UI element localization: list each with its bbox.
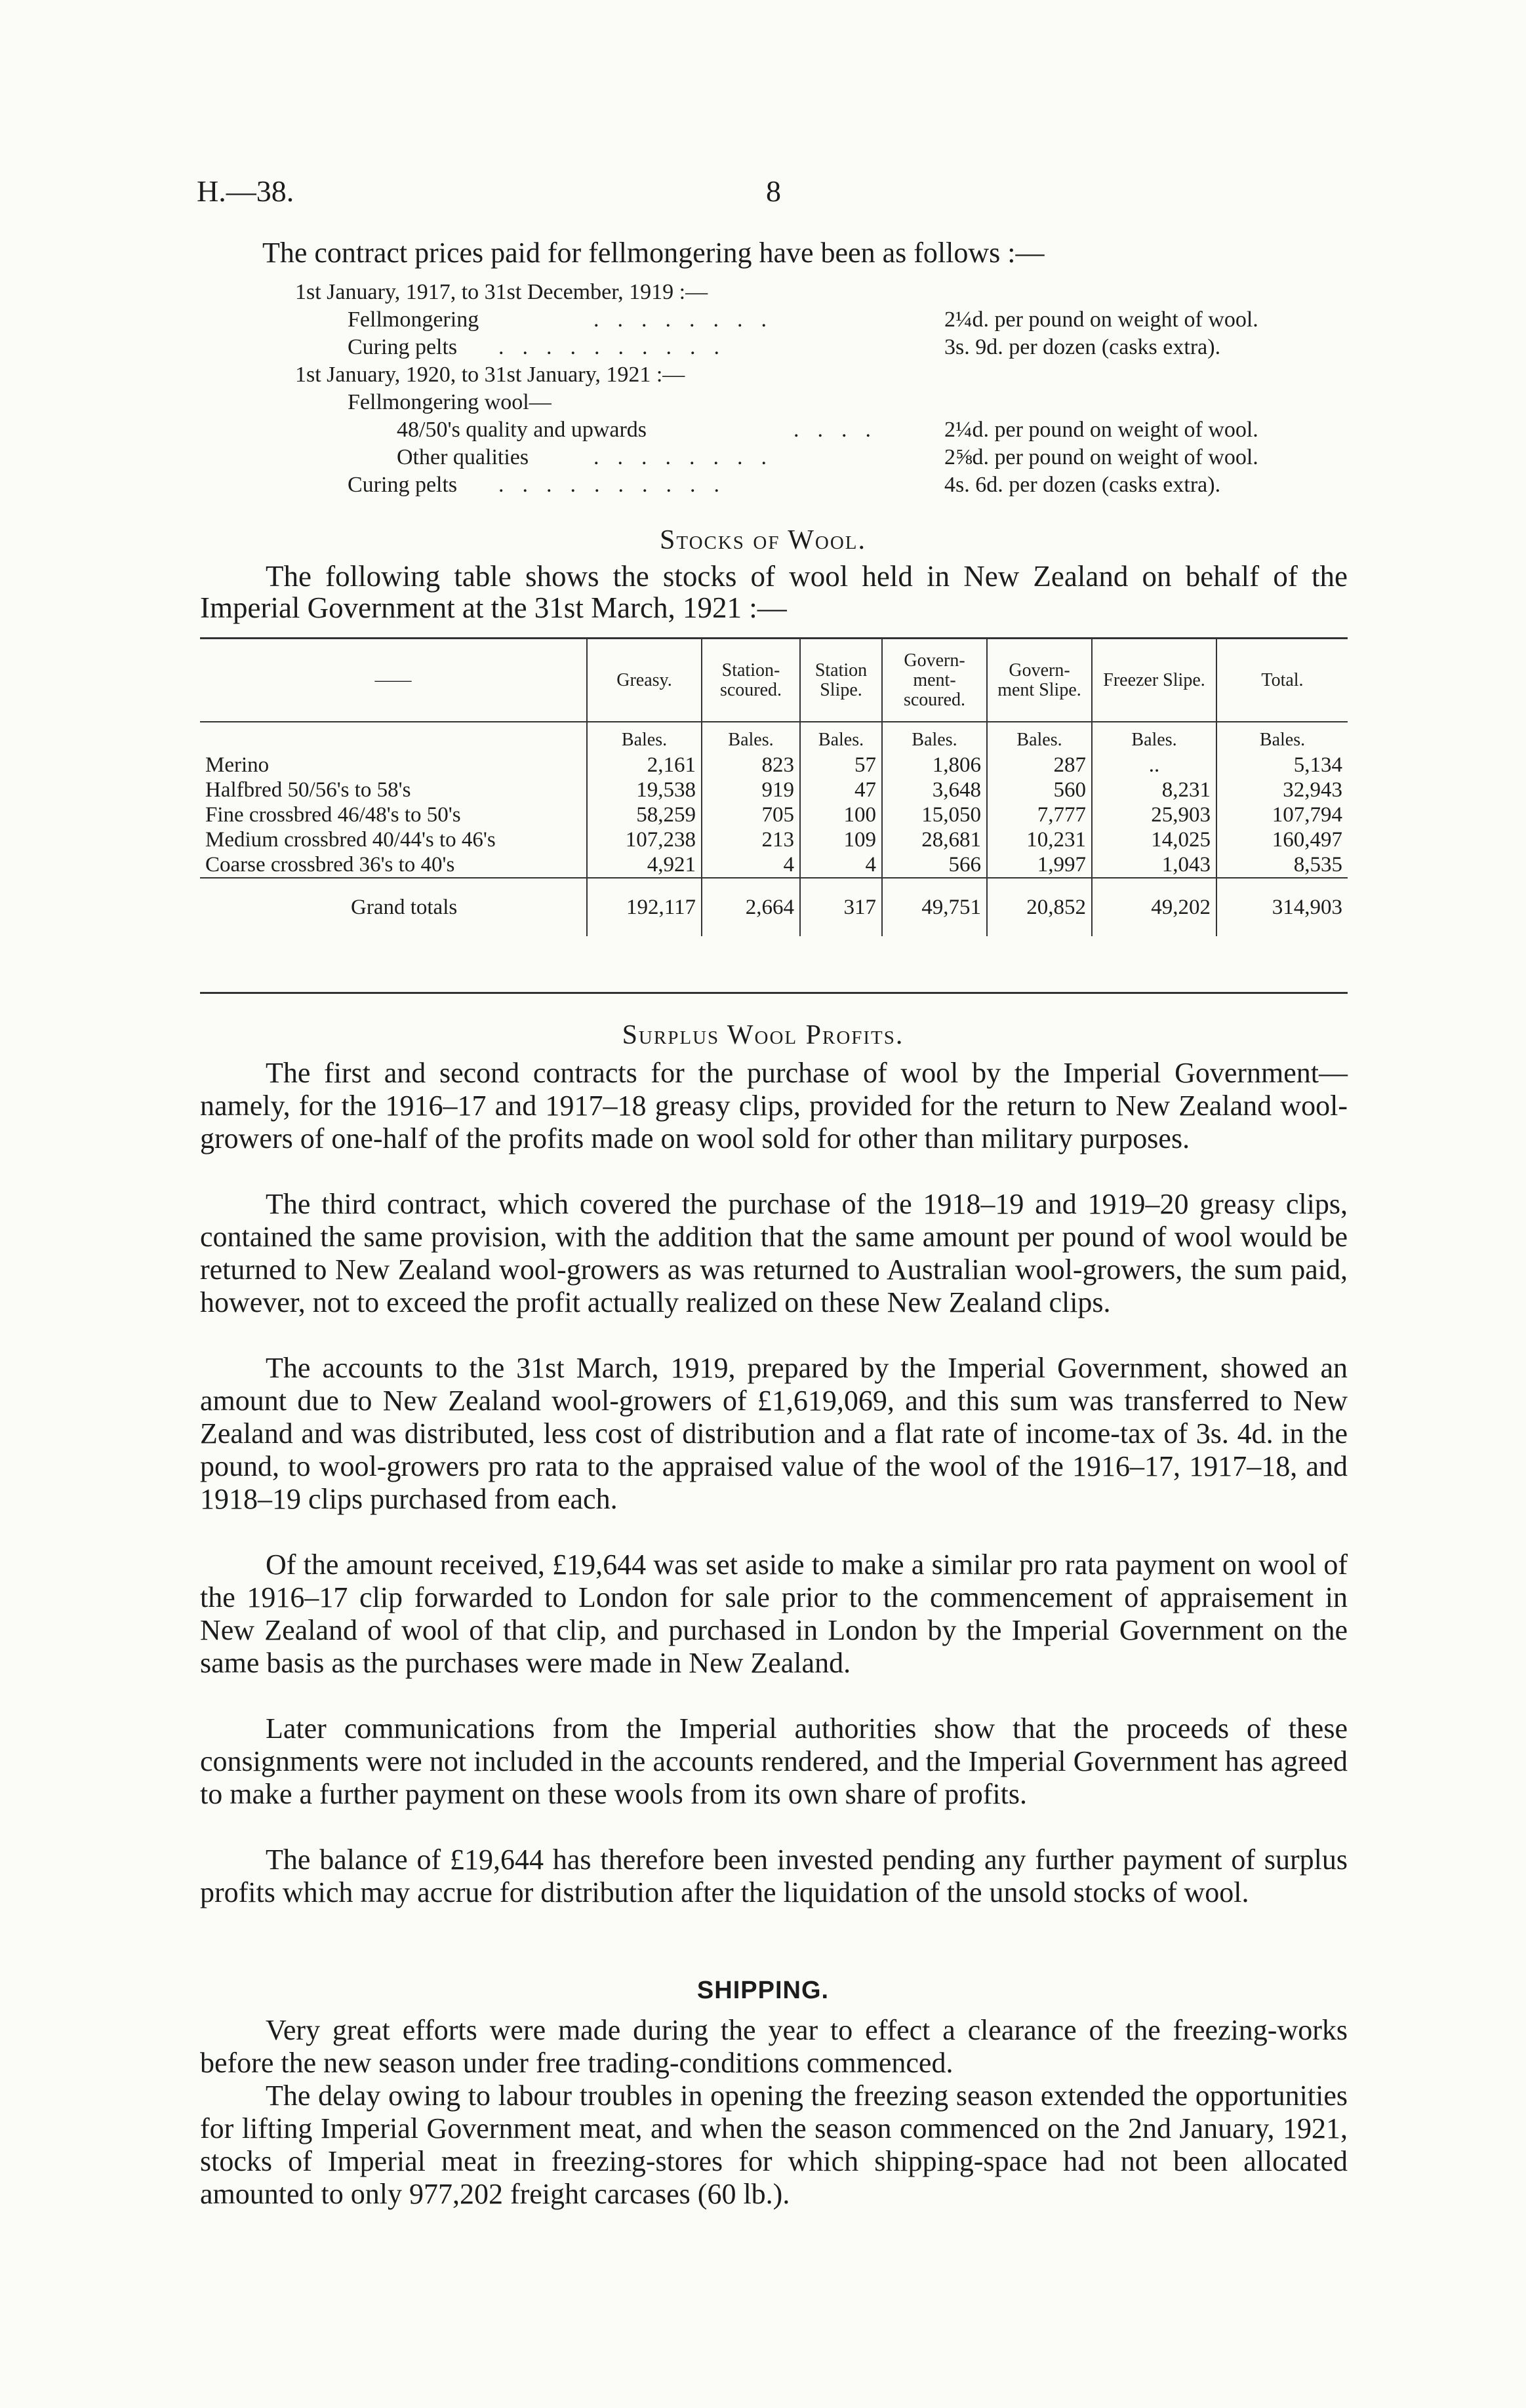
period-2-quality-1-value: 2¼d. per pound on weight of wool. [944, 418, 1258, 442]
surplus-heading: Surplus Wool Profits. [622, 1020, 904, 1050]
table-blank-header: —— [200, 639, 587, 722]
table-cell: 19,538 [587, 778, 702, 802]
period-1-curing-pelts-label: Curing pelts [348, 335, 458, 359]
table-cell: 287 [987, 753, 1092, 778]
table-cell: 1,997 [987, 852, 1092, 878]
table-cell: 3,648 [882, 778, 987, 802]
period-2-wool-label: Fellmongering wool— [348, 390, 552, 414]
units-row [200, 722, 1348, 753]
table-cell: 4 [800, 852, 882, 878]
period-1-fellmongering-value: 2¼d. per pound on weight of wool. [944, 307, 1258, 332]
table-cell: 57 [800, 753, 882, 778]
total-cell: 49,751 [882, 878, 987, 936]
table-row [200, 827, 1348, 852]
table-cell: 28,681 [882, 827, 987, 852]
table-cell: 32,943 [1216, 778, 1348, 802]
period-2-quality-1-label: 48/50's quality and upwards [397, 418, 647, 442]
total-cell: 49,202 [1092, 878, 1216, 936]
unit-label: Bales. [800, 722, 882, 753]
table-cell: 47 [800, 778, 882, 802]
table-cell: 15,050 [882, 802, 987, 827]
period-1-curing-pelts-value: 3s. 9d. per dozen (casks extra). [944, 335, 1221, 359]
table-cell: 1,806 [882, 753, 987, 778]
table-cell: 8,231 [1092, 778, 1216, 802]
total-cell: 192,117 [587, 878, 702, 936]
shipping-paragraph-1: Very great efforts were made during the year to effect a clearance of the freezing-works before the new season under free trading-conditions commenced. [200, 2014, 1348, 2079]
total-cell: 2,664 [702, 878, 800, 936]
table-cell: 8,535 [1216, 852, 1348, 878]
total-cell: 314,903 [1216, 878, 1348, 936]
grand-total-label: Grand totals [200, 878, 587, 936]
unit-label: Bales. [987, 722, 1092, 753]
unit-label: Bales. [587, 722, 702, 753]
shipping-heading: SHIPPING. [696, 1977, 830, 2004]
surplus-paragraph-5: Later communications from the Imperial authorities show that the proceeds of these consignments were not included in the accounts rendered, and the Imperial Government has agreed to make a further payment on these wools from its own share of profits. [200, 1712, 1348, 1810]
table-cell: 566 [882, 852, 987, 878]
period-1-heading: 1st January, 1917, to 31st December, 1919 :— [295, 280, 708, 304]
period-2-quality-2-value: 2⅝d. per pound on weight of wool. [944, 445, 1258, 469]
table-cell: 160,497 [1216, 827, 1348, 852]
col-header-freezer-slipe: Freezer Slipe. [1092, 639, 1216, 722]
unit-label: Bales. [882, 722, 987, 753]
table-cell: 2,161 [587, 753, 702, 778]
table-cell: 919 [702, 778, 800, 802]
page-number: 8 [766, 174, 781, 208]
row-label: Fine crossbred 46/48's to 50's [205, 803, 461, 827]
row-label: Merino [205, 753, 270, 777]
table-row [200, 778, 1348, 802]
table-row [200, 753, 1348, 778]
table-cell: 5,134 [1216, 753, 1348, 778]
table-cell: 109 [800, 827, 882, 852]
surplus-paragraph-1: The first and second contracts for the purchase of wool by the Imperial Government—namely, for the 1916–17 and 1917–18 greasy clips, provided for the return to New Zealand wool-growers of one-half of the profits made on wool sold for other than military purposes. [200, 1057, 1348, 1155]
period-1-fellmongering-label: Fellmongering [348, 307, 479, 332]
surplus-paragraph-4: Of the amount received, £19,644 was set aside to make a similar pro rata payment on wool of the 1916–17 clip forwarded to London for sale prior to the commencement of appraisement in New Zealand of wool of that clip, and purchased in London by the Imperial Government on the same basis as the purchases were made in New Zealand. [200, 1549, 1348, 1679]
table-cell: 4 [702, 852, 800, 878]
wool-stocks-table [200, 639, 1348, 936]
row-label: Medium crossbred 40/44's to 46's [205, 828, 496, 852]
shipping-paragraph-2: The delay owing to labour troubles in opening the freezing season extended the opportunities for lifting Imperial Government meat, and when the season commenced on the 2nd January, 1921, stocks of Imperial meat in freezing-stores for which shipping-space had not been allocated amounted to only 977,202 freight carcases (60 lb.). [200, 2080, 1348, 2210]
table-cell: 1,043 [1092, 852, 1216, 878]
table-cell: 705 [702, 802, 800, 827]
fellmongering-price-schedule: 1st January, 1917, to 31st December, 1919 :— Fellmongering ........ 2¼d. per pound on weight of wool. Curing pelts .......... 3s. 9d. per dozen (casks extra). 1st January, 1920, to 31st January, 1921 :— Fellmongering wool— 48/50's quality and upwards .... 2¼d. per pound on weight of wool. Other qualities ........ 2⅝d. per pound on weight of wool. Curing pelts .......... 4s. 6d. per dozen (casks extra). [0, 279, 1526, 502]
col-header-station-slipe: Station Slipe. [800, 639, 882, 722]
period-2-heading: 1st January, 1920, to 31st January, 1921 :— [295, 363, 685, 387]
table-cell: 213 [702, 827, 800, 852]
period-2-curing-pelts-label: Curing pelts [348, 473, 458, 497]
table-cell: 14,025 [1092, 827, 1216, 852]
document-reference: H.—38. [197, 174, 294, 208]
unit-label: Bales. [1216, 722, 1348, 753]
total-cell: 317 [800, 878, 882, 936]
col-header-government-slipe: Govern-ment Slipe. [987, 639, 1092, 722]
table-cell: 823 [702, 753, 800, 778]
unit-label: Bales. [702, 722, 800, 753]
surplus-paragraph-2: The third contract, which covered the purchase of the 1918–19 and 1919–20 greasy clips, contained the same provision, with the addition that the same amount per pound of wool would be returned to New Zealand wool-growers as was returned to Australian wool-growers, the sum paid, however, not to exceed the profit actually realized on these New Zealand clips. [200, 1188, 1348, 1318]
surplus-paragraph-6: The balance of £19,644 has therefore been invested pending any further payment of surplus profits which may accrue for distribution after the liquidation of the unsold stocks of wool. [200, 1844, 1348, 1908]
period-2-quality-2-label: Other qualities [397, 445, 529, 469]
col-header-total: Total. [1216, 639, 1348, 722]
table-cell: 4,921 [587, 852, 702, 878]
table-cell: 25,903 [1092, 802, 1216, 827]
period-2-curing-pelts-value: 4s. 6d. per dozen (casks extra). [944, 473, 1221, 497]
table-cell: .. [1092, 753, 1216, 778]
total-cell: 20,852 [987, 878, 1092, 936]
stocks-intro: The following table shows the stocks of wool held in New Zealand on behalf of the Imperial Government at the 31st March, 1921 :— [200, 560, 1348, 624]
row-label: Halfbred 50/56's to 58's [205, 778, 411, 802]
fellmongering-intro: The contract prices paid for fellmongering have been as follows :— [262, 237, 1045, 269]
table-cell: 100 [800, 802, 882, 827]
grand-total-row [200, 878, 1348, 936]
col-header-greasy: Greasy. [587, 639, 702, 722]
table-cell: 107,238 [587, 827, 702, 852]
table-cell: 58,259 [587, 802, 702, 827]
surplus-paragraph-3: The accounts to the 31st March, 1919, prepared by the Imperial Government, showed an amount due to New Zealand wool-growers of £1,619,069, and this sum was transferred to New Zealand and was distributed, less cost of distribution and a flat rate of income-tax of 3s. 4d. in the pound, to wool-growers pro rata to the appraised value of the wool of the 1916–17, 1917–18, and 1918–19 clips purchased from each. [200, 1352, 1348, 1515]
table-bottom-rule [200, 992, 1348, 994]
col-header-station-scoured: Station-scoured. [702, 639, 800, 722]
col-header-government-scoured: Govern-ment-scoured. [882, 639, 987, 722]
table-row [200, 802, 1348, 827]
stocks-heading: Stocks of Wool. [660, 525, 866, 555]
unit-label: Bales. [1092, 722, 1216, 753]
table-cell: 107,794 [1216, 802, 1348, 827]
table-cell: 560 [987, 778, 1092, 802]
row-label: Coarse crossbred 36's to 40's [205, 853, 455, 877]
table-cell: 7,777 [987, 802, 1092, 827]
table-cell: 10,231 [987, 827, 1092, 852]
table-row [200, 852, 1348, 878]
